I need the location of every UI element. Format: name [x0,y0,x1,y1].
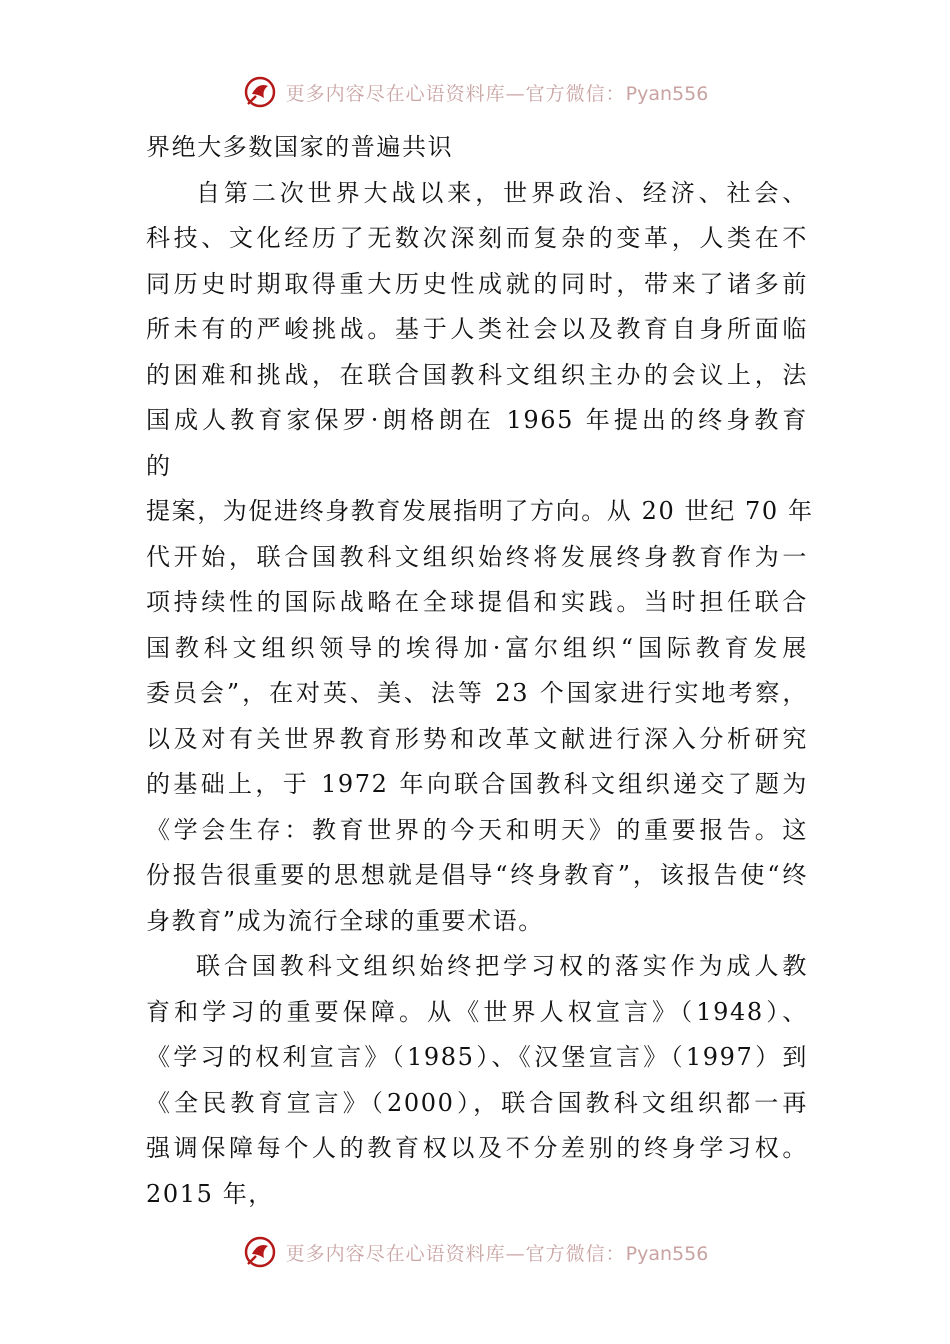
text-line: 身教育”成为流行全球的重要术语。 [146,906,544,935]
text-line: 的困难和挑战，在联合国教科文组织主办的会议上，法 [146,360,808,389]
text-line: 2015 年， [146,1179,274,1208]
text-line: 育和学习的重要保障。从《世界人权宣言》（1948）、 [146,997,808,1026]
text-line: 科技、文化经历了无数次深刻而复杂的变革，人类在不 [146,224,808,252]
text-line: 《全民教育宣言》（2000），联合国教科文组织都一再 [146,1088,808,1117]
text-line: 的基础上，于 1972 年向联合国教科文组织递交了题为 [146,770,808,798]
text-line: 代开始，联合国教科文组织始终将发展终身教育作为一 [146,542,808,571]
text-line: 自第二次世界大战以来，世界政治、经济、社会、 [196,178,808,207]
watermark-text: 更多内容尽在心语资料库—官方微信：Pyan556 [285,1242,709,1265]
text-line: 以及对有关世界教育形势和改革文献进行深入分析研究 [146,724,808,753]
header-watermark [0,72,950,112]
rose-seal-icon [242,74,278,110]
text-line: 强调保障每个人的教育权以及不分差别的终身学习权。 [146,1134,808,1162]
rose-seal-icon [242,1234,278,1270]
text-line: 提案，为促进终身教育发展指明了方向。从 20 世纪 70 年 [146,497,814,525]
document-body [146,125,814,1217]
footer-watermark [0,1232,950,1272]
text-line: 界绝大多数国家的普遍共识 [146,133,454,161]
text-line: 国成人教育家保罗·朗格朗在 1965 年提出的终身教育 [146,406,808,434]
text-line: 项持续性的国际战略在全球提倡和实践。当时担任联合 [146,588,808,616]
text-line: 同历史时期取得重大历史性成就的同时，带来了诸多前 [146,269,808,298]
text-line: 委员会”，在对英、美、法等 23 个国家进行实地考察， [146,679,808,707]
text-line: 所未有的严峻挑战。基于人类社会以及教育自身所面临 [146,315,808,343]
text-line: 的 [146,451,172,480]
text-line: 份报告很重要的思想就是倡导“终身教育”，该报告使“终 [146,861,808,889]
watermark-text: 更多内容尽在心语资料库—官方微信：Pyan556 [285,82,709,105]
text-line: 国教科文组织领导的埃得加·富尔组织“国际教育发展 [146,633,808,662]
text-line: 《学习的权利宣言》（1985）、《汉堡宣言》（1997）到 [146,1043,808,1071]
text-line: 联合国教科文组织始终把学习权的落实作为成人教 [196,952,808,980]
text-line: 《学会生存：教育世界的今天和明天》的重要报告。这 [146,815,808,844]
